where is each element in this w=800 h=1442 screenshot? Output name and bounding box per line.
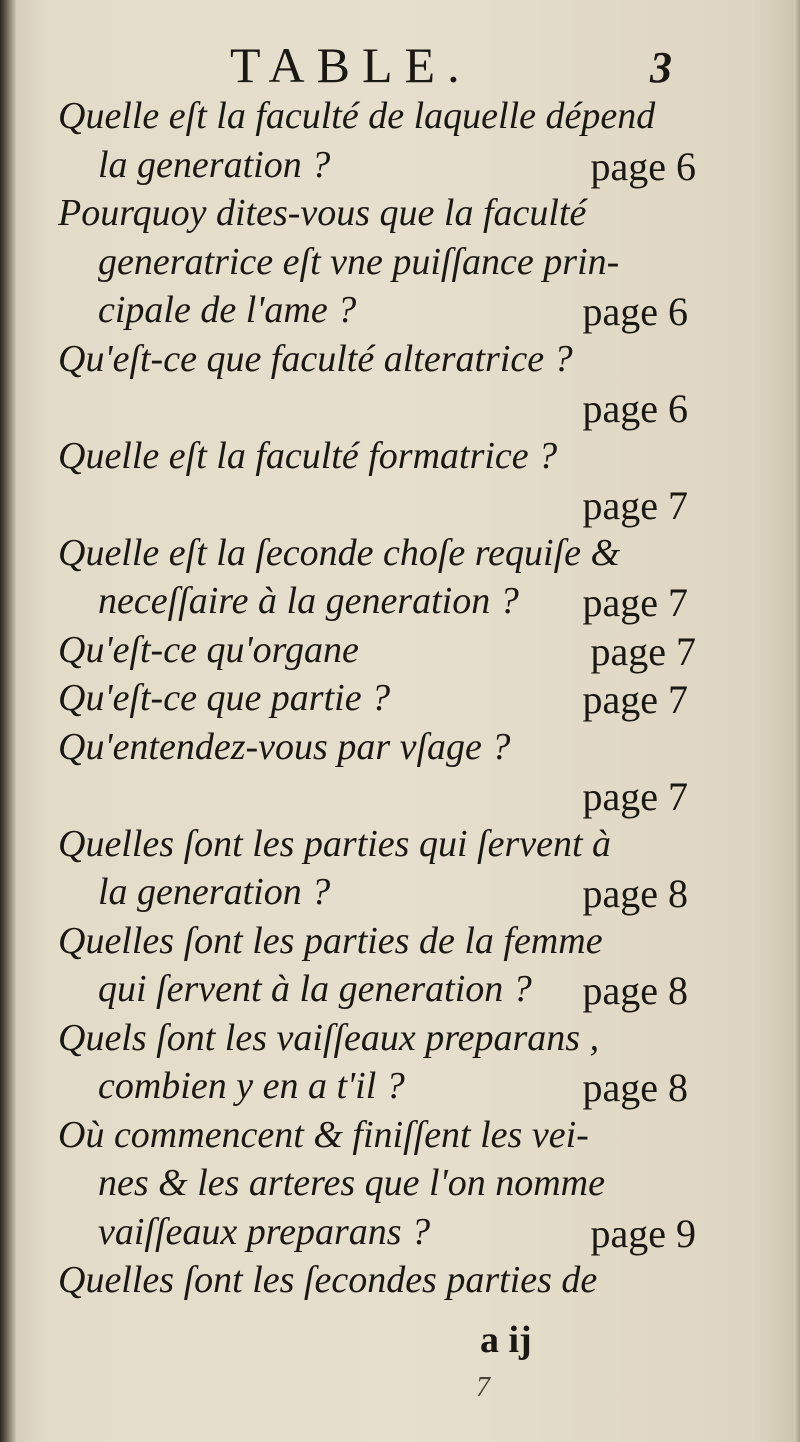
toc-entry-line [0, 628, 800, 676]
toc-entry-text: Pourquoy dites-vous que la faculté [58, 192, 587, 234]
toc-entry-line [0, 531, 800, 579]
toc-entry-line [0, 1210, 800, 1258]
toc-entry-text: Quelles ſont les ſecondes parties de [58, 1259, 598, 1301]
toc-entry-line [0, 967, 800, 1015]
toc-entry-line [0, 725, 800, 773]
toc-entry-line [0, 288, 800, 336]
toc-entry-text: cipale de l'ame ? [98, 289, 357, 331]
toc-entry-text: la generation ? [98, 871, 331, 913]
toc-page-ref: page 7 [590, 628, 696, 674]
folio-number: 3 [650, 43, 672, 92]
toc-entry-text: qui ſervent à la generation ? [98, 968, 532, 1010]
toc-entry-text: la generation ? [98, 143, 331, 186]
toc-entry-line [0, 773, 800, 821]
toc-entry-text: Quelle eſt la ſeconde choſe requiſe & [58, 531, 621, 574]
toc-entry-text: generatrice eſt vne puiſſance prin- [98, 240, 620, 283]
toc-entry-text: vaiſſeaux preparans ? [98, 1210, 431, 1253]
toc-entry-line [0, 579, 800, 627]
toc-entry-line [0, 385, 800, 433]
toc-entry-line [0, 1113, 800, 1161]
toc-entry-text: Quelles ſont les parties qui ſervent à [58, 822, 612, 865]
toc-entry-text: Quels ſont les vaiſſeaux preparans , [58, 1016, 600, 1059]
signature-mark: a ij [480, 1319, 532, 1361]
toc-entry-line [0, 337, 800, 385]
toc-entry-text: combien y en a t'il ? [98, 1065, 405, 1107]
toc-entry-text: Qu'eſt-ce que partie ? [58, 677, 391, 719]
toc-entry-line [0, 1016, 800, 1064]
toc-page-ref: page 7 [582, 580, 688, 625]
toc-page-ref: page 6 [590, 143, 696, 189]
toc-page-ref: page 9 [590, 1210, 696, 1256]
toc-entry-line [0, 143, 800, 191]
toc-entry-line [0, 822, 800, 870]
toc-entry-line [0, 1064, 800, 1112]
toc-entry-line [0, 240, 800, 288]
toc-entry-text: Quelles ſont les parties de la femme [58, 919, 603, 962]
toc-entry-line [0, 94, 800, 142]
toc-page-ref: page 8 [582, 968, 688, 1013]
toc-entry-line [0, 919, 800, 967]
toc-entry-line [0, 434, 800, 482]
page-title: TABLE. [230, 37, 472, 93]
toc-entry-text: Qu'eſt-ce que faculté alteratrice ? [58, 337, 573, 380]
toc-entry-line [0, 1258, 800, 1306]
toc-page-ref: page 6 [582, 289, 688, 334]
toc-page-ref: page 8 [582, 871, 688, 916]
toc-entry-line [0, 191, 800, 239]
toc-entry-text: neceſſaire à la generation ? [98, 580, 519, 622]
toc-page-ref: page 7 [582, 774, 688, 819]
toc-entry-line [0, 870, 800, 918]
toc-entry-line [0, 676, 800, 724]
toc-page-ref: page 7 [582, 483, 688, 528]
toc-entry-text: Qu'eſt-ce qu'organe [58, 628, 359, 671]
toc-entry-text: Quelle eſt la faculté de laquelle dépend [58, 95, 656, 137]
toc-page-ref: page 7 [582, 677, 688, 722]
toc-entry-text: Où commencent & finiſſent les vei- [58, 1113, 589, 1156]
toc-page-ref: page 8 [582, 1065, 688, 1110]
toc-page-ref: page 6 [582, 386, 688, 431]
margin-mark: 7 [476, 1372, 490, 1403]
toc-entry-text: Quelle eſt la faculté formatrice ? [58, 434, 558, 477]
toc-entry-text: nes & les arteres que l'on nomme [98, 1162, 605, 1204]
toc-entry-text: Qu'entendez-vous par vſage ? [58, 725, 511, 768]
toc-entry-line [0, 1161, 800, 1209]
toc-entry-line [0, 482, 800, 530]
